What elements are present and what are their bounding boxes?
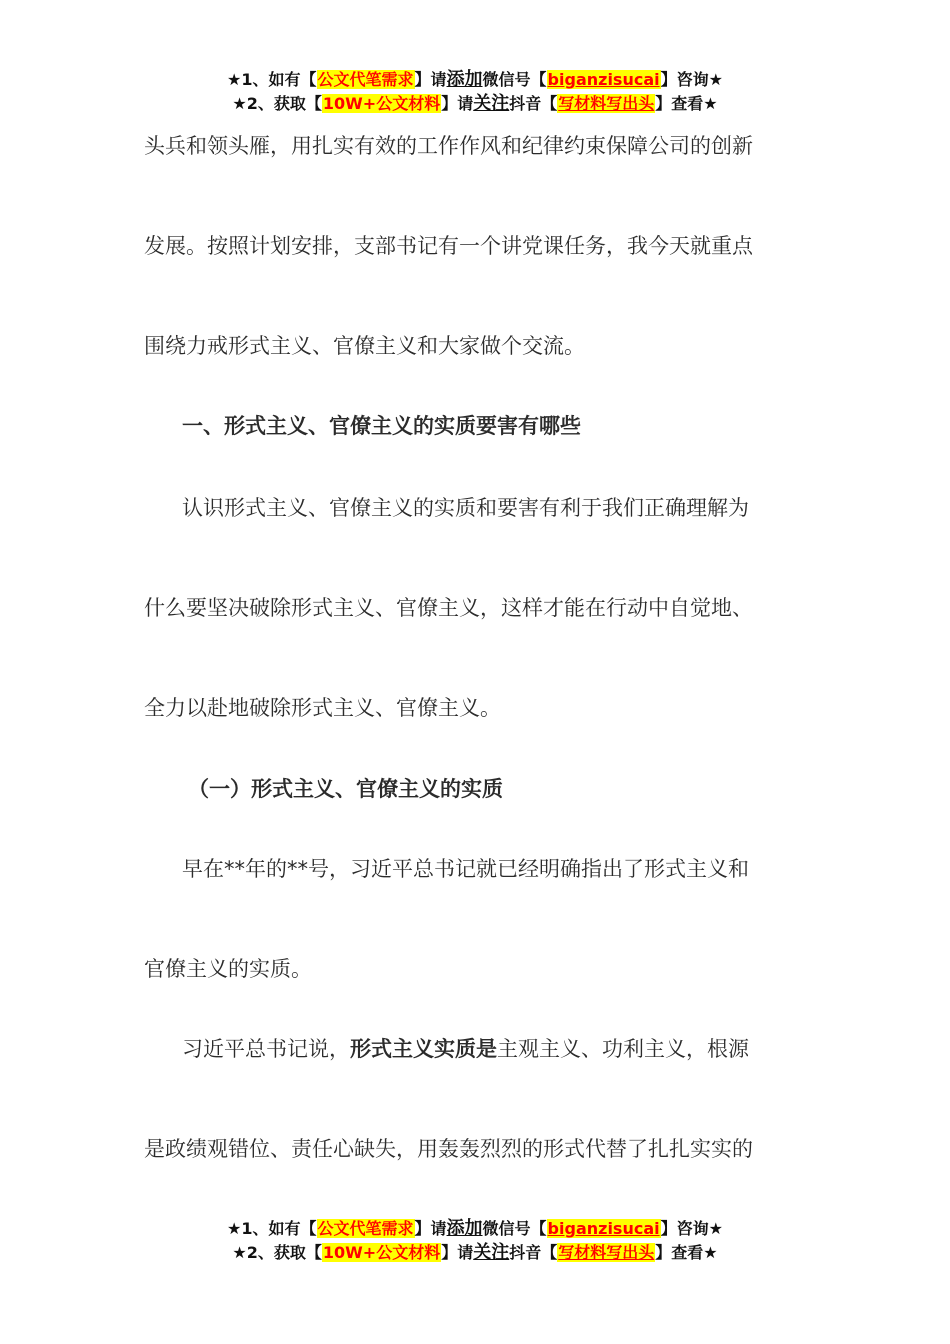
body-line: 是政绩观错位、责任心缺失，用轰轰烈烈的形式代替了扎扎实实的 <box>144 1137 753 1161</box>
body-line-mixed <box>144 1033 749 1063</box>
banner-emphasis: 添加 <box>446 1218 483 1239</box>
banner-highlight-materials: 10W+公文材料 <box>322 1243 441 1262</box>
banner-text: 】咨询★ <box>660 70 723 89</box>
header-banner <box>0 68 950 116</box>
banner-text: ★2、获取【 <box>232 94 322 113</box>
banner-highlight-service: 公文代笔需求 <box>317 70 414 89</box>
body-line: 官僚主义的实质。 <box>144 957 312 981</box>
body-bold-text: 形式主义实质是 <box>350 1037 497 1061</box>
banner-text: 】请 <box>441 1243 474 1262</box>
banner-line-2 <box>0 1241 950 1265</box>
body-text: 习近平总书记说， <box>182 1037 350 1061</box>
banner-emphasis: 关注 <box>473 1242 510 1263</box>
footer-banner <box>0 1217 950 1265</box>
banner-line-1 <box>0 68 950 92</box>
banner-text: ★2、获取【 <box>232 1243 322 1262</box>
banner-text: 】咨询★ <box>660 1219 723 1238</box>
banner-text: ★1、如有【 <box>227 70 317 89</box>
body-line: 早在**年的**号，习近平总书记就已经明确指出了形式主义和 <box>182 857 749 881</box>
banner-text: 】请 <box>414 1219 447 1238</box>
body-line: 全力以赴地破除形式主义、官僚主义。 <box>144 696 501 720</box>
banner-text: 抖音【 <box>509 94 558 113</box>
body-line: 什么要坚决破除形式主义、官僚主义，这样才能在行动中自觉地、 <box>144 596 753 620</box>
body-line: 认识形式主义、官僚主义的实质和要害有利于我们正确理解为 <box>182 496 749 520</box>
banner-highlight-douyin: 写材料写出头 <box>558 94 655 113</box>
body-line: 发展。按照计划安排，支部书记有一个讲党课任务，我今天就重点 <box>144 234 753 258</box>
body-line: 头兵和领头雁，用扎实有效的工作作风和纪律约束保障公司的创新 <box>144 134 753 158</box>
banner-highlight-douyin: 写材料写出头 <box>558 1243 655 1262</box>
banner-text: 】查看★ <box>655 94 718 113</box>
banner-line-1 <box>0 1217 950 1241</box>
body-text: 主观主义、功利主义，根源 <box>497 1037 749 1061</box>
banner-text: 】请 <box>414 70 447 89</box>
banner-text: 】请 <box>441 94 474 113</box>
body-line: 围绕力戒形式主义、官僚主义和大家做个交流。 <box>144 334 585 358</box>
banner-text: 微信号【 <box>482 70 547 89</box>
banner-text: 】查看★ <box>655 1243 718 1262</box>
banner-highlight-wechat: biganzisucai <box>547 1219 660 1238</box>
banner-text: 微信号【 <box>482 1219 547 1238</box>
banner-text: ★1、如有【 <box>227 1219 317 1238</box>
banner-emphasis: 关注 <box>473 93 510 114</box>
section-heading: 一、形式主义、官僚主义的实质要害有哪些 <box>182 414 581 438</box>
banner-highlight-wechat: biganzisucai <box>547 70 660 89</box>
banner-text: 抖音【 <box>509 1243 558 1262</box>
banner-highlight-materials: 10W+公文材料 <box>322 94 441 113</box>
banner-highlight-service: 公文代笔需求 <box>317 1219 414 1238</box>
banner-emphasis: 添加 <box>446 69 483 90</box>
subsection-heading: （一）形式主义、官僚主义的实质 <box>188 777 503 801</box>
banner-line-2 <box>0 92 950 116</box>
